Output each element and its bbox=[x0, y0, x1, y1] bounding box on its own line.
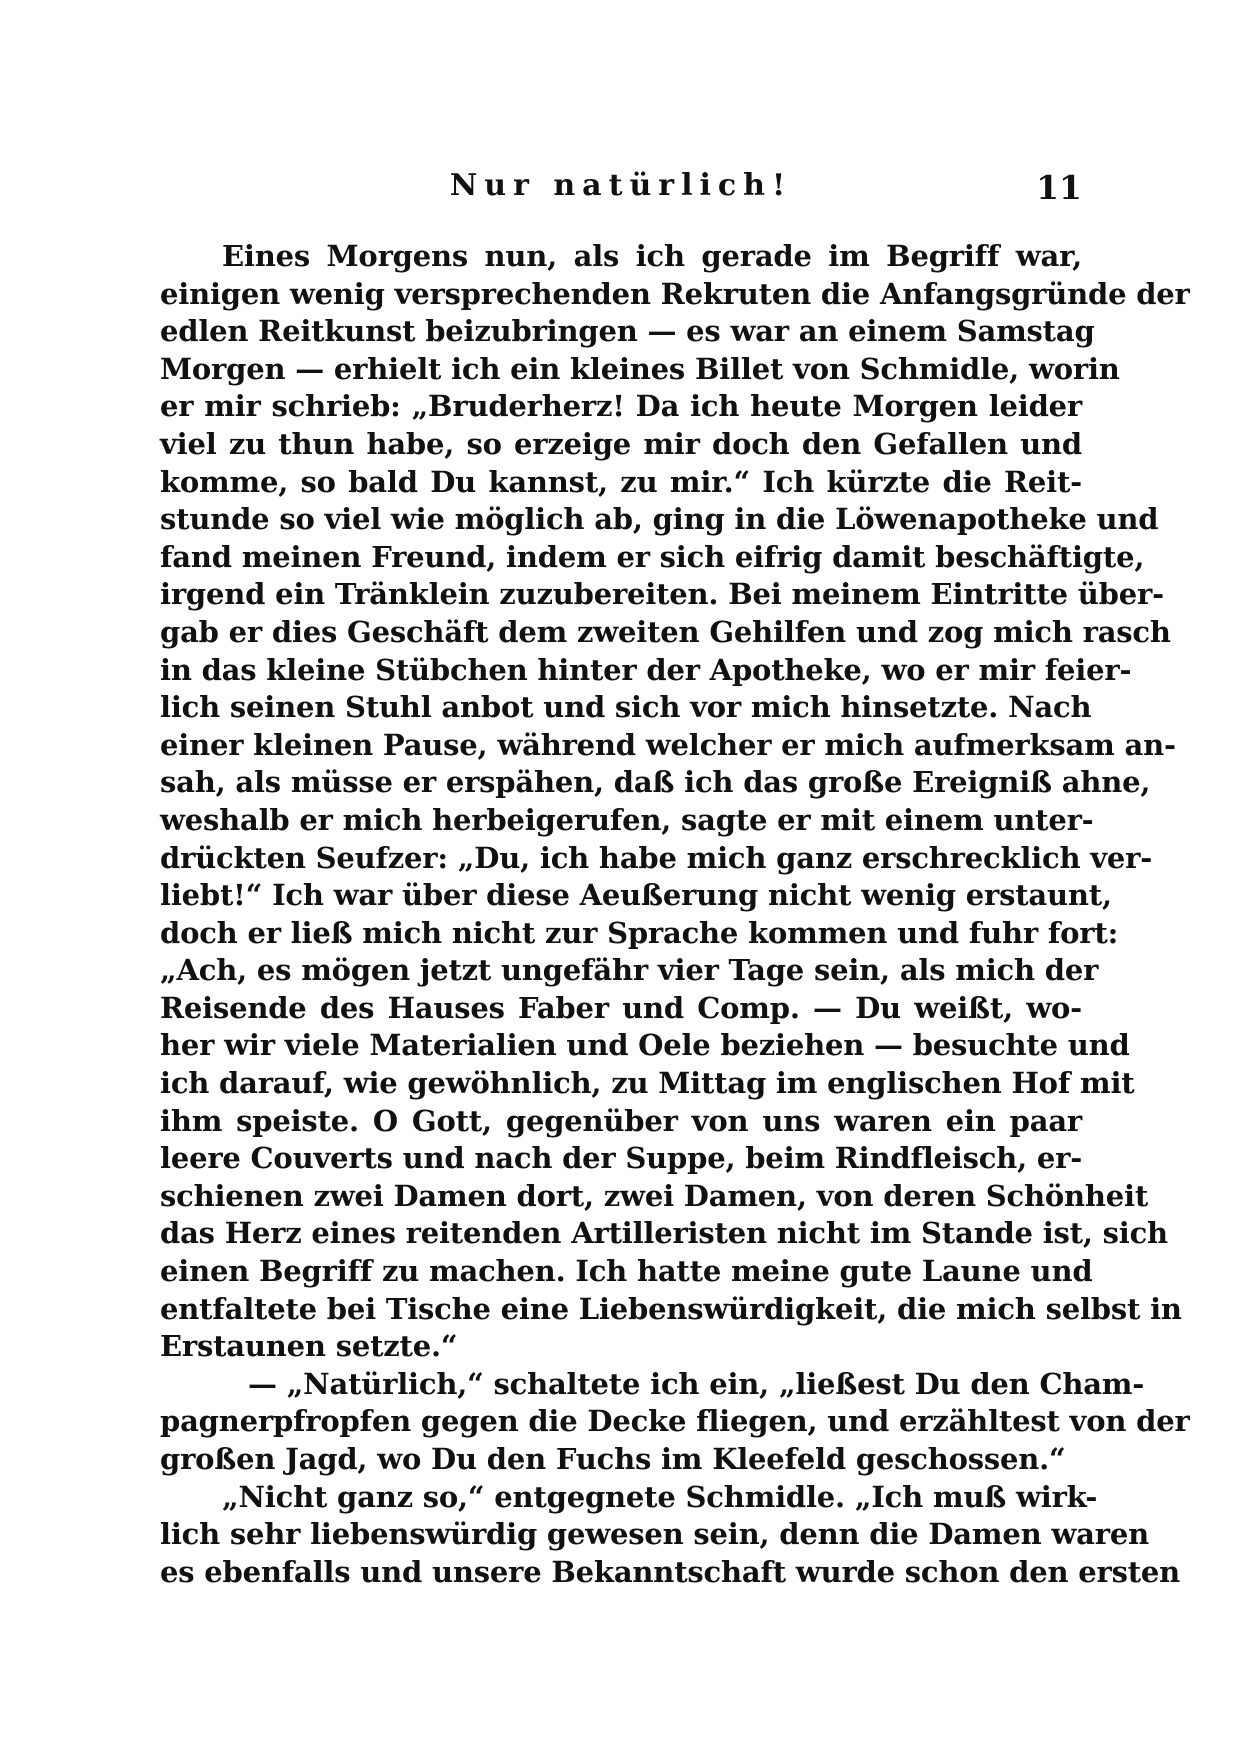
text-line: gab er dies Geschäft dem zweiten Gehilfen und zog mich rasch bbox=[160, 614, 1171, 649]
text-line: viel zu thun habe, so erzeige mir doch den Gefallen und bbox=[160, 426, 1082, 461]
text-line: fand meinen Freund, indem er sich eifrig damit beschäftigte, bbox=[160, 539, 1145, 574]
text-line: lich sehr liebenswürdig gewesen sein, denn die Damen waren bbox=[160, 1517, 1149, 1552]
text-line: leere Couverts und nach der Suppe, beim Rindfleisch, er- bbox=[160, 1141, 1083, 1176]
text-line: liebt!“ Ich war über diese Aeußerung nicht wenig erstaunt, bbox=[160, 878, 1112, 913]
text-line: stunde so viel wie möglich ab, ging in die Löwenapotheke und bbox=[160, 502, 1159, 537]
text-line: entfaltete bei Tische eine Liebenswürdigkeit, die mich selbst in bbox=[160, 1291, 1182, 1326]
text-line: Morgen — erhielt ich ein kleines Billet von Schmidle, worin bbox=[160, 351, 1120, 386]
text-line: ihm speiste. O Gott, gegenüber von uns waren ein paar bbox=[160, 1103, 1082, 1138]
page-number: 11 bbox=[1036, 168, 1082, 207]
text-line: es ebenfalls und unsere Bekanntschaft wurde schon den ersten bbox=[160, 1554, 1181, 1589]
text-line: her wir viele Materialien und Oele beziehen — besuchte und bbox=[160, 1028, 1130, 1063]
body-text bbox=[160, 238, 1190, 1591]
text-line: das Herz eines reitenden Artilleristen nicht im Stande ist, sich bbox=[160, 1216, 1168, 1251]
text-line: einen Begriff zu machen. Ich hatte meine gute Laune und bbox=[160, 1254, 1093, 1289]
text-line: in das kleine Stübchen hinter der Apotheke, wo er mir feier- bbox=[160, 652, 1132, 687]
text-line: edlen Reitkunst beizubringen — es war an einem Samstag bbox=[160, 314, 1095, 349]
text-line: doch er ließ mich nicht zur Sprache kommen und fuhr fort: bbox=[160, 915, 1119, 950]
text-line: ich darauf, wie gewöhnlich, zu Mittag im englischen Hof mit bbox=[160, 1066, 1135, 1101]
text-line: pagnerpfropfen gegen die Decke fliegen, und erzähltest von der bbox=[160, 1404, 1190, 1439]
text-line: lich seinen Stuhl anbot und sich vor mich hinsetzte. Nach bbox=[160, 690, 1092, 725]
text-line: Reisende des Hauses Faber und Comp. — Du weißt, wo- bbox=[160, 990, 1082, 1025]
text-line: Eines Morgens nun, als ich gerade im Begriff war, bbox=[222, 239, 1082, 273]
text-line: sah, als müsse er erspähen, daß ich das große Ereigniß ahne, bbox=[160, 765, 1151, 800]
text-line: irgend ein Tränklein zuzubereiten. Bei meinem Eintritte über- bbox=[160, 577, 1164, 612]
text-line: schienen zwei Damen dort, zwei Damen, von deren Schönheit bbox=[160, 1178, 1149, 1213]
text-line: — „Natürlich,“ schaltete ich ein, „ließest Du den Cham- bbox=[248, 1366, 1145, 1401]
text-line: drückten Seufzer: „Du, ich habe mich ganz erschrecklich ver- bbox=[160, 840, 1153, 875]
text-line: „Ach, es mögen jetzt ungefähr vier Tage sein, als mich der bbox=[160, 953, 1099, 988]
running-title: Nur natürlich! bbox=[449, 168, 793, 203]
text-line: einigen wenig versprechenden Rekruten die Anfangsgründe der bbox=[160, 276, 1190, 311]
text-line: einer kleinen Pause, während welcher er mich aufmerksam an- bbox=[160, 727, 1176, 762]
text-line: er mir schrieb: „Bruderherz! Da ich heute Morgen leider bbox=[160, 389, 1082, 424]
text-line: komme, so bald Du kannst, zu mir.“ Ich kürzte die Reit- bbox=[160, 464, 1082, 499]
text-line: Erstaunen setzte.“ bbox=[160, 1329, 458, 1364]
page-header bbox=[160, 168, 1082, 208]
text-line: weshalb er mich herbeigerufen, sagte er mit einem unter- bbox=[160, 802, 1094, 837]
text-line: „Nicht ganz so,“ entgegnete Schmidle. „Ich muß wirk- bbox=[222, 1479, 1098, 1514]
text-line: großen Jagd, wo Du den Fuchs im Kleefeld geschossen.“ bbox=[160, 1442, 1066, 1476]
